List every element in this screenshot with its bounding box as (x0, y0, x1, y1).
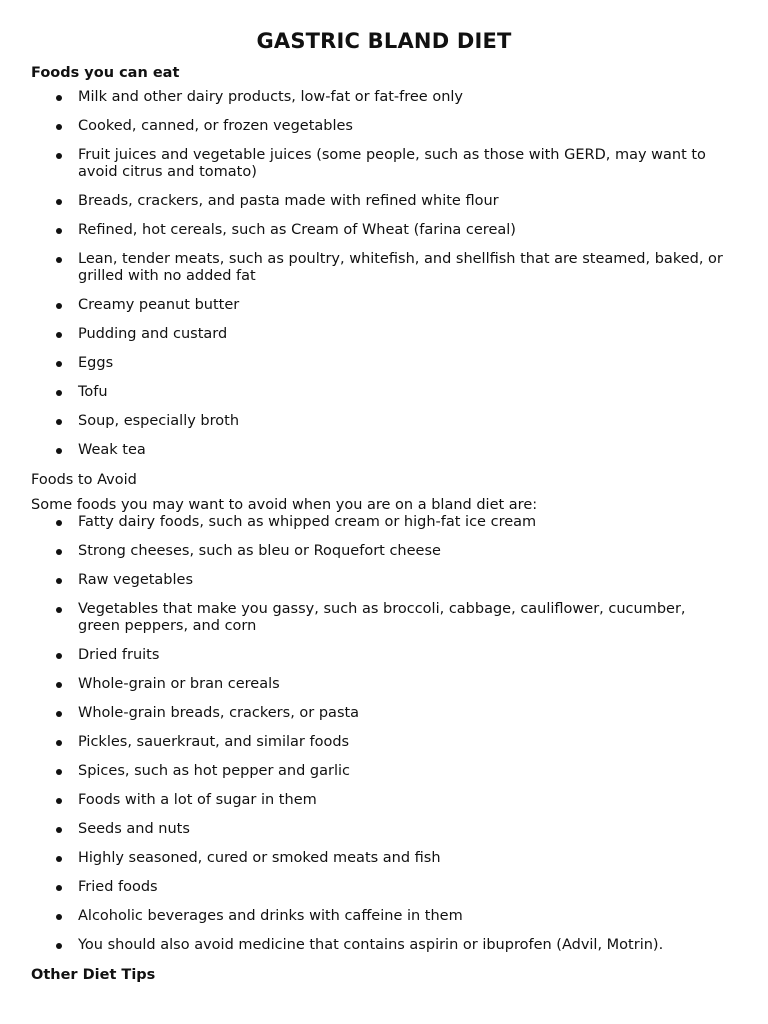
page-title: GASTRIC BLAND DIET (256, 29, 512, 53)
bullet-icon (56, 257, 62, 263)
foods-you-can-eat-list (31, 89, 731, 459)
list-item: Whole-grain breads, crackers, or pasta (31, 705, 731, 722)
list-item: Fried foods (31, 879, 731, 896)
bullet-icon (56, 740, 62, 746)
list-item: Dried fruits (31, 647, 731, 664)
list-item: Strong cheeses, such as bleu or Roquefort cheese (31, 543, 731, 560)
list-item: Spices, such as hot pepper and garlic (31, 763, 731, 780)
bullet-icon (56, 914, 62, 920)
list-item: Eggs (31, 355, 731, 372)
bullet-icon (56, 332, 62, 338)
bullet-icon (56, 95, 62, 101)
list-item: Refined, hot cereals, such as Cream of Wheat (farina cereal) (31, 222, 731, 239)
bullet-icon (56, 653, 62, 659)
foods-to-avoid-list (31, 514, 731, 954)
list-item: Foods with a lot of sugar in them (31, 792, 731, 809)
bullet-icon (56, 607, 62, 613)
bullet-icon (56, 228, 62, 234)
bullet-icon (56, 124, 62, 130)
list-item: Alcoholic beverages and drinks with caffeine in them (31, 908, 731, 925)
bullet-icon (56, 827, 62, 833)
list-item: Whole-grain or bran cereals (31, 676, 731, 693)
list-item: Vegetables that make you gassy, such as broccoli, cabbage, cauliflower, cucumber, green peppers, and corn (31, 601, 731, 635)
bullet-icon (56, 303, 62, 309)
foods-you-can-eat-heading: Foods you can eat (31, 65, 180, 81)
list-item: Tofu (31, 384, 731, 401)
other-diet-tips-heading: Other Diet Tips (31, 967, 156, 983)
list-item: Fruit juices and vegetable juices (some people, such as those with GERD, may want to avoid citrus and tomato) (31, 147, 731, 181)
list-item: Weak tea (31, 442, 731, 459)
list-item: Seeds and nuts (31, 821, 731, 838)
bullet-icon (56, 885, 62, 891)
bullet-icon (56, 153, 62, 159)
document-page (31, 28, 731, 991)
bullet-icon (56, 361, 62, 367)
bullet-icon (56, 682, 62, 688)
bullet-icon (56, 390, 62, 396)
list-item: Breads, crackers, and pasta made with refined white flour (31, 193, 731, 210)
list-item: Pickles, sauerkraut, and similar foods (31, 734, 731, 751)
bullet-icon (56, 711, 62, 717)
bullet-icon (56, 578, 62, 584)
list-item: Lean, tender meats, such as poultry, whitefish, and shellfish that are steamed, baked, or grilled with no added fat (31, 251, 731, 285)
bullet-icon (56, 419, 62, 425)
bullet-icon (56, 943, 62, 949)
list-item: You should also avoid medicine that contains aspirin or ibuprofen (Advil, Motrin). (31, 937, 731, 954)
bullet-icon (56, 199, 62, 205)
bullet-icon (56, 549, 62, 555)
bullet-icon (56, 448, 62, 454)
list-item: Cooked, canned, or frozen vegetables (31, 118, 731, 135)
list-item: Creamy peanut butter (31, 297, 731, 314)
list-item: Milk and other dairy products, low-fat or fat-free only (31, 89, 731, 106)
list-item: Raw vegetables (31, 572, 731, 589)
list-item: Highly seasoned, cured or smoked meats and fish (31, 850, 731, 867)
list-item: Pudding and custard (31, 326, 731, 343)
bullet-icon (56, 798, 62, 804)
bullet-icon (56, 856, 62, 862)
list-item: Soup, especially broth (31, 413, 731, 430)
bullet-icon (56, 769, 62, 775)
bullet-icon (56, 520, 62, 526)
foods-to-avoid-intro: Some foods you may want to avoid when you are on a bland diet are: (31, 497, 538, 513)
foods-to-avoid-heading: Foods to Avoid (31, 472, 137, 488)
list-item: Fatty dairy foods, such as whipped cream or high-fat ice cream (31, 514, 731, 531)
